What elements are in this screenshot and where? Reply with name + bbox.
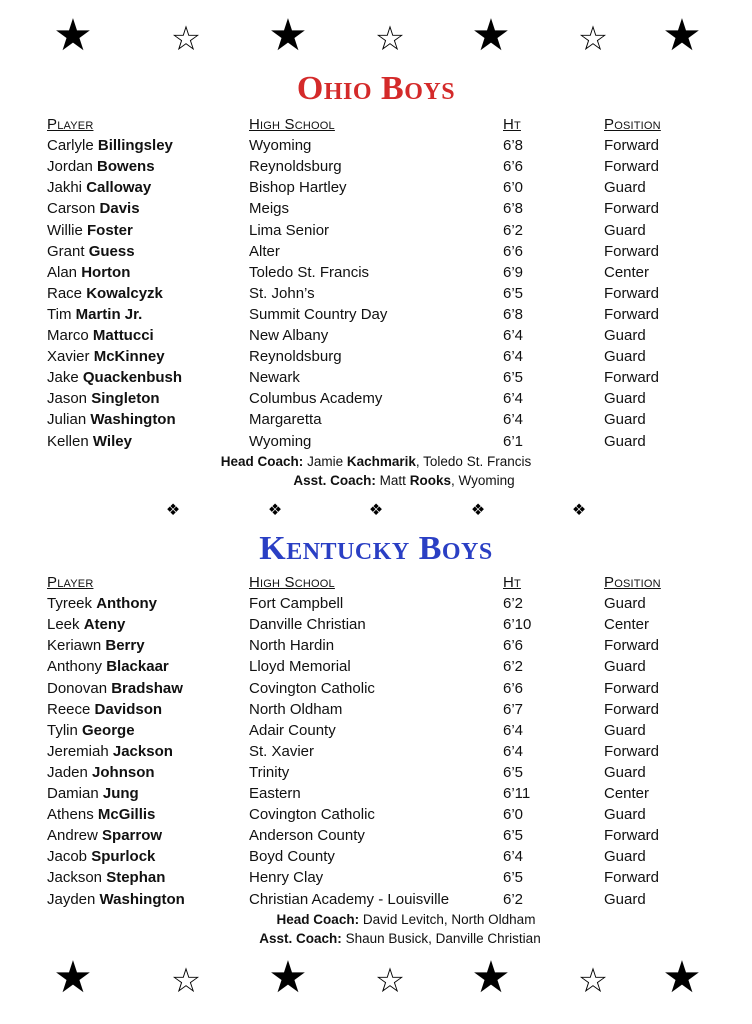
player-height: 6’5 (503, 284, 524, 302)
player-first-name: Andrew (47, 827, 98, 845)
column-header-position: Position (604, 116, 661, 133)
player-last-name: Singleton (91, 390, 160, 408)
coach-first-name: Shaun (345, 931, 385, 946)
player-last-name: Horton (81, 263, 131, 281)
player-height: 6’2 (503, 595, 524, 613)
player-position: Center (604, 616, 650, 634)
coach-last-name: Levitch (401, 912, 444, 927)
player-last-name: Davidson (94, 700, 163, 718)
player-position: Guard (604, 179, 646, 197)
player-first-name: Willie (47, 221, 83, 239)
player-last-name: Billingsley (97, 137, 173, 155)
player-position: Guard (604, 348, 646, 366)
player-school: Alter (249, 242, 280, 260)
player-school: Newark (249, 369, 300, 387)
solid-star-icon: ★ (471, 953, 511, 1002)
player-school: Henry Clay (249, 869, 324, 887)
player-first-name: Reece (47, 700, 91, 718)
table-row (0, 241, 752, 262)
player-position: Forward (604, 679, 660, 697)
player-first-name: Julian (47, 411, 87, 429)
table-row (0, 846, 752, 867)
player-name (47, 346, 165, 367)
kentucky-head-coach (30, 911, 752, 929)
player-school: North Hardin (249, 637, 335, 655)
player-position: Center (604, 785, 650, 802)
bottom-star-row (0, 953, 752, 1002)
player-height: 6’7 (503, 700, 524, 718)
player-name (47, 846, 155, 867)
player-first-name: Donovan (47, 679, 108, 697)
column-header-ht: Ht (503, 116, 521, 133)
coach-last-name: Busick (388, 931, 429, 946)
player-height: 6’1 (503, 432, 524, 450)
player-position: Guard (604, 221, 646, 239)
player-height: 6’8 (503, 137, 524, 155)
player-last-name: Guess (88, 242, 135, 260)
coach-first-name: Matt (379, 473, 406, 488)
outline-star-icon: ☆ (170, 962, 202, 1000)
player-first-name: Grant (47, 242, 85, 260)
player-first-name: Jason (47, 390, 88, 408)
player-last-name: Johnson (92, 763, 155, 781)
player-last-name: Kowalcyzk (86, 284, 163, 302)
player-school: Meigs (249, 200, 290, 218)
player-school: Lloyd Memorial (249, 658, 351, 676)
player-height: 6’0 (503, 179, 524, 197)
diamond-ornament-icon: ❖ (571, 502, 587, 519)
player-name (47, 678, 183, 699)
player-last-name: Bradshaw (111, 679, 183, 697)
player-name (47, 656, 169, 677)
player-first-name: Jaden (47, 763, 88, 781)
player-last-name: McGillis (97, 806, 156, 824)
table-row (0, 262, 752, 283)
player-name (47, 867, 165, 888)
player-first-name: Jakhi (47, 179, 83, 197)
player-school: Wyoming (249, 432, 312, 450)
player-first-name: Alan (47, 263, 78, 281)
player-height: 6’5 (503, 369, 524, 387)
player-position: Forward (604, 158, 660, 176)
player-position: Guard (604, 595, 646, 613)
solid-star-icon: ★ (471, 11, 511, 60)
player-name (47, 325, 154, 346)
player-position: Forward (604, 200, 660, 218)
player-name (47, 741, 173, 762)
player-name (47, 241, 135, 262)
player-height: 6’10 (503, 616, 532, 634)
player-name (47, 614, 125, 635)
player-position: Guard (604, 658, 646, 676)
player-first-name: Damian (47, 785, 99, 802)
player-first-name: Leek (47, 616, 80, 634)
table-row (0, 783, 752, 804)
table-row (0, 635, 752, 656)
diamond-ornament-icon: ❖ (267, 502, 283, 519)
player-last-name: Bowens (97, 158, 155, 176)
coach-first-name: Jamie (307, 454, 344, 469)
table-row (0, 220, 752, 241)
player-first-name: Anthony (47, 658, 103, 676)
player-school: Covington Catholic (249, 679, 375, 697)
table-row (0, 825, 752, 846)
table-row (0, 867, 752, 888)
player-name (47, 889, 185, 910)
ohio-title: Ohio Boys (296, 70, 456, 107)
player-school: Lima Senior (249, 221, 330, 239)
player-first-name: Jordan (47, 158, 93, 176)
player-name (47, 135, 173, 156)
player-position: Guard (604, 763, 646, 781)
player-position: Forward (604, 242, 660, 260)
player-last-name: Jackson (112, 742, 173, 760)
player-school: St. John’s (249, 284, 315, 302)
player-school: St. Xavier (249, 742, 315, 760)
player-school: Anderson County (249, 827, 365, 845)
player-name (47, 762, 155, 783)
outline-star-icon: ☆ (374, 20, 406, 58)
player-school: New Albany (249, 327, 329, 344)
player-position: Forward (604, 284, 660, 302)
player-position: Forward (604, 637, 660, 655)
solid-star-icon: ★ (53, 11, 93, 60)
player-position: Guard (604, 432, 646, 450)
player-height: 6’4 (503, 742, 524, 760)
player-last-name: Washington (90, 411, 176, 429)
outline-star-icon: ☆ (374, 962, 406, 1000)
player-position: Forward (604, 137, 660, 155)
kentucky-title: Kentucky Boys (259, 530, 493, 567)
table-row (0, 804, 752, 825)
player-last-name: Blackaar (106, 658, 169, 676)
player-school: Margaretta (249, 411, 322, 429)
coach-last-name: Rooks (409, 473, 451, 488)
player-position: Forward (604, 700, 660, 718)
table-row (0, 367, 752, 388)
player-name (47, 388, 160, 409)
player-name (47, 825, 162, 846)
player-last-name: Anthony (96, 595, 158, 613)
player-height: 6’8 (503, 305, 524, 323)
player-position: Forward (604, 869, 660, 887)
table-row (0, 741, 752, 762)
diamond-ornament-icon: ❖ (165, 502, 181, 519)
player-height: 6’4 (503, 848, 524, 866)
player-height: 6’6 (503, 158, 524, 176)
player-first-name: Athens (47, 806, 94, 824)
player-name (47, 431, 132, 452)
player-height: 6’4 (503, 390, 524, 408)
table-row (0, 614, 752, 635)
player-position: Guard (604, 327, 646, 344)
player-last-name: Wiley (92, 432, 132, 450)
coach-team: , Danville Christian (428, 931, 541, 946)
player-height: 6’5 (503, 763, 524, 781)
player-name (47, 635, 145, 656)
player-position: Guard (604, 411, 646, 429)
player-school: Eastern (249, 785, 301, 802)
player-position: Guard (604, 390, 646, 408)
player-position: Forward (604, 742, 660, 760)
player-school: Christian Academy - Louisville (249, 890, 450, 908)
player-first-name: Keriawn (47, 637, 102, 655)
player-name (47, 177, 151, 198)
player-name (47, 220, 133, 241)
player-height: 6’2 (503, 658, 524, 676)
player-school: Reynoldsburg (249, 158, 342, 176)
table-header (0, 572, 752, 593)
player-first-name: Tylin (47, 721, 78, 739)
asst-coach-label: Asst. Coach: (293, 473, 376, 488)
player-last-name: Ateny (83, 616, 126, 634)
player-height: 6’2 (503, 221, 524, 239)
kentucky-asst-coach (24, 930, 752, 948)
player-name (47, 593, 157, 614)
player-height: 6’0 (503, 806, 524, 824)
outline-star-icon: ☆ (577, 962, 609, 1000)
head-coach-label: Head Coach: (220, 454, 304, 469)
table-row (0, 156, 752, 177)
player-first-name: Xavier (47, 348, 90, 366)
player-name (47, 262, 130, 283)
player-school: North Oldham (249, 700, 343, 718)
diamond-ornament-icon: ❖ (470, 502, 486, 519)
player-last-name: Stephan (106, 869, 166, 887)
player-name (47, 804, 155, 825)
coach-last-name: Kachmarik (346, 454, 416, 469)
player-first-name: Marco (47, 327, 89, 344)
solid-star-icon: ★ (53, 953, 93, 1002)
table-header (0, 114, 752, 135)
player-last-name: Spurlock (91, 848, 156, 866)
top-star-row (0, 11, 752, 60)
player-last-name: Quackenbush (82, 369, 183, 387)
player-height: 6’6 (503, 679, 524, 697)
player-name (47, 409, 176, 430)
table-row (0, 593, 752, 614)
player-position: Guard (604, 721, 646, 739)
player-last-name: Jung (102, 785, 139, 802)
player-position: Forward (604, 305, 660, 323)
player-height: 6’6 (503, 242, 524, 260)
player-first-name: Tyreek (47, 595, 93, 613)
player-first-name: Jeremiah (47, 742, 109, 760)
player-name (47, 283, 163, 304)
table-row (0, 678, 752, 699)
player-position: Guard (604, 890, 646, 908)
player-last-name: Mattucci (92, 327, 154, 344)
table-row (0, 762, 752, 783)
table-row (0, 198, 752, 219)
player-name (47, 198, 140, 219)
table-row (0, 720, 752, 741)
player-last-name: McKinney (93, 348, 165, 366)
player-first-name: Tim (47, 305, 72, 323)
column-header-school: High School (249, 574, 335, 591)
solid-star-icon: ★ (268, 11, 308, 60)
column-header-player: Player (47, 116, 94, 133)
coach-team: , Wyoming (450, 473, 515, 488)
player-school: Danville Christian (249, 616, 366, 634)
player-school: Fort Campbell (249, 595, 344, 613)
coach-first-name: David (362, 912, 398, 927)
table-row (0, 177, 752, 198)
asst-coach-label: Asst. Coach: (259, 931, 342, 946)
head-coach-label: Head Coach: (276, 912, 360, 927)
player-last-name: Sparrow (102, 827, 163, 845)
player-name (47, 367, 182, 388)
table-row (0, 388, 752, 409)
table-row (0, 889, 752, 910)
diamond-ornament-icon: ❖ (368, 502, 384, 519)
solid-star-icon: ★ (662, 11, 702, 60)
player-height: 6’6 (503, 637, 524, 655)
player-height: 6’2 (503, 890, 524, 908)
table-row (0, 135, 752, 156)
player-name (47, 156, 155, 177)
player-school: Covington Catholic (249, 806, 375, 824)
player-height: 6’4 (503, 721, 524, 739)
player-school: Adair County (249, 721, 336, 739)
player-last-name: Foster (87, 221, 133, 239)
table-row (0, 304, 752, 325)
player-name (47, 720, 135, 741)
player-last-name: George (82, 721, 135, 739)
player-first-name: Carson (47, 200, 96, 218)
player-name (47, 783, 139, 804)
player-first-name: Kellen (47, 432, 89, 450)
player-last-name: Berry (105, 637, 145, 655)
player-last-name: Calloway (86, 179, 152, 197)
player-position: Guard (604, 806, 646, 824)
player-position: Forward (604, 369, 660, 387)
player-school: Bishop Hartley (249, 179, 347, 197)
table-row (0, 699, 752, 720)
ohio-head-coach (0, 453, 752, 471)
player-last-name: Washington (99, 890, 185, 908)
player-first-name: Jayden (47, 890, 96, 908)
player-school: Wyoming (249, 137, 312, 155)
player-school: Trinity (249, 763, 290, 781)
player-height: 6’9 (503, 263, 524, 281)
player-last-name: Martin Jr. (75, 305, 143, 323)
table-row (0, 409, 752, 430)
column-header-ht: Ht (503, 574, 521, 591)
player-first-name: Jacob (47, 848, 88, 866)
player-first-name: Jake (47, 369, 79, 387)
solid-star-icon: ★ (268, 953, 308, 1002)
player-school: Boyd County (249, 848, 335, 866)
table-row (0, 656, 752, 677)
player-name (47, 699, 162, 720)
player-position: Forward (604, 827, 660, 845)
player-height: 6’11 (503, 785, 531, 802)
table-row (0, 283, 752, 304)
outline-star-icon: ☆ (577, 20, 609, 58)
player-height: 6’4 (503, 348, 524, 366)
player-first-name: Jackson (47, 869, 103, 887)
player-height: 6’5 (503, 827, 524, 845)
ohio-asst-coach (28, 472, 752, 490)
column-header-position: Position (604, 574, 661, 591)
player-height: 6’5 (503, 869, 524, 887)
table-row (0, 346, 752, 367)
column-header-school: High School (249, 116, 335, 133)
player-school: Toledo St. Francis (249, 263, 370, 281)
player-height: 6’4 (503, 411, 524, 429)
player-height: 6’8 (503, 200, 524, 218)
player-last-name: Davis (99, 200, 140, 218)
player-first-name: Carlyle (47, 137, 94, 155)
table-row (0, 325, 752, 346)
column-header-player: Player (47, 574, 94, 591)
player-height: 6’4 (503, 327, 524, 344)
coach-team: , North Oldham (443, 912, 536, 927)
player-name (47, 304, 142, 325)
player-first-name: Race (47, 284, 83, 302)
player-position: Center (604, 263, 650, 281)
coach-team: , Toledo St. Francis (415, 454, 532, 469)
player-school: Columbus Academy (249, 390, 383, 408)
table-row (0, 431, 752, 452)
player-school: Reynoldsburg (249, 348, 342, 366)
player-position: Guard (604, 848, 646, 866)
player-school: Summit Country Day (249, 305, 388, 323)
outline-star-icon: ☆ (170, 20, 202, 58)
solid-star-icon: ★ (662, 953, 702, 1002)
section-divider (0, 500, 752, 522)
